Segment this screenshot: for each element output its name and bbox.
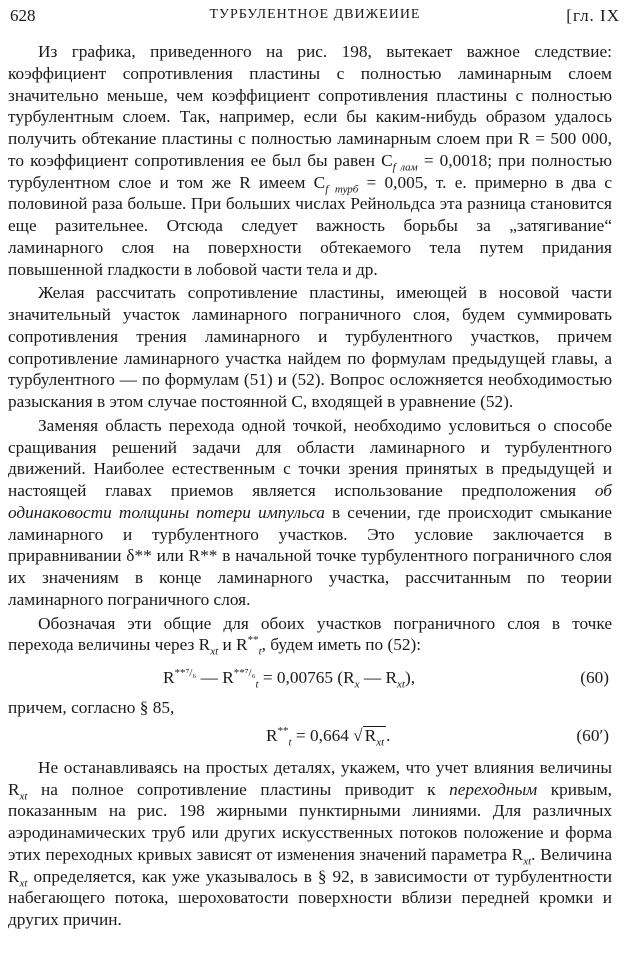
equation-60-prime — [8, 719, 612, 757]
paragraph-5: причем, согласно § 85, — [8, 698, 175, 717]
page-body — [8, 41, 612, 931]
equation-60 — [8, 656, 612, 697]
paragraph-3: Заменяя область перехода одной точкой, необходимо условиться о способе сращивания решений задачи для области ламинарного и турбулентного движений. Наиболее естественным с точки зрения принятых в предыдущей и настоящей главах приемов является использование предположения об одинаковости толщины потери импульса в сечении, где происходит смыкание ламинарного и турбулентного участков. Это условие заключается в приравнивании δ** или R** в начальной точке турбулентного пограничного слоя их значениям в конце ламинарного участка, рассчитанным по теории ламинарного пограничного слоя. — [8, 415, 613, 609]
running-title: ТУРБУЛЕНТНОЕ ДВИЖЕИИЕ — [209, 7, 421, 22]
paragraph-6: Не останавливаясь на простых деталях, укажем, что учет влияния величины $R_{xt}$ на полное сопротивление пластины приводит к переходным кривым, показанным на рис. 198 жирными пунктирными линиями. Для различных аэродинамических труб или других искусственных потоков положение и форма этих переходных кривых зависят от изменения значений параметра $R_{xt}$. Величина $R_{xt}$ определяется, как уже указывалось в § 92, в зависимости от турбулентности набегающего потока, шероховатости поверхности вблизи передней кромки и других причин. — [8, 757, 613, 929]
page-header — [10, 6, 620, 30]
paragraph-1: Из графика, приведенного на рис. 198, вытекает важное следствие: коэффициент сопротивления пластины с полностью ламинарным слоем значительно меньше, чем коэффициент сопротивления пластины с полностью турбулентным слоем. Так, например, если бы каким-нибудь образом удалось получить обтекание пластины с полностью ламинарным слоем при R = 500 000, то коэффициент сопротивления ее был бы равен $C_{f лам} = 0,0018$; при полностью турбулентном слое и том же R имеем $C_{f турб} = 0,005$, т. е. примерно в два с половиной раза больше. При больших числах Рейнольдса эта разница становится еще разительнее. Отсюда следует важность борьбы за „затягивание“ ламинарного слоя на поверхности обтекаемого тела путем придания повышенной гладкости в лобовой части тела и др. — [8, 42, 613, 279]
equation-60-body: $R^{**^7/_6}$ — $R^{**^7/_6}_t = 0,00765$ ($R_x$ — $R_{xt}$), — [163, 667, 416, 691]
equation-60-prime-number: (60′) — [576, 725, 609, 745]
page-number: 628 — [10, 6, 36, 25]
chapter-reference: [гл. IX — [566, 6, 620, 25]
emphasis-text: об одинаковости толщины потери импульса — [8, 481, 612, 522]
equation-60-number: (60) — [580, 668, 609, 687]
paragraph-4: Обозначая эти общие для обоих участков пограничного слоя в точке перехода величины через $R_{xt}$ и $R^{**}_t$, будем иметь по (52): — [8, 613, 612, 658]
paragraph-2: Желая рассчитать сопротивление пластины, имеющей в носовой части значительный участок ламинарного пограничного слоя, будем суммировать сопротивления трения ламинарного и турбулентного участков, причем сопротивление ламинарного участка найдем по формулам предыдущей главы, а турбулентного — по формулам (51) и (52). Вопрос осложняется необходимостью разыскания в этом случае постоянной C, входящей в уравнение (52). — [8, 283, 612, 411]
equation-60-prime-body: $R^{**}_t = 0,664$ √ $R_{xt}$ . — [266, 724, 391, 749]
